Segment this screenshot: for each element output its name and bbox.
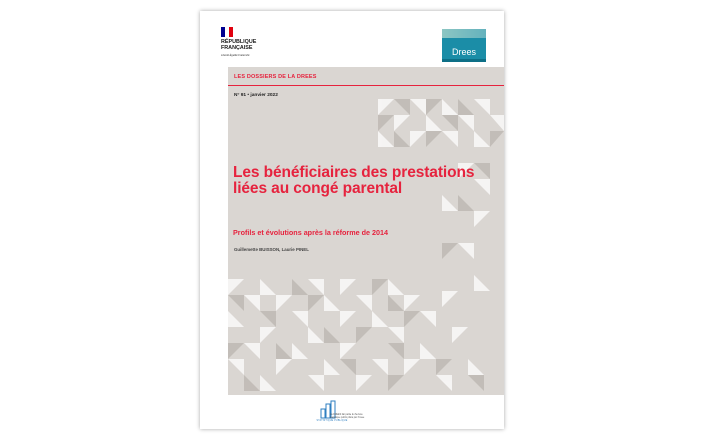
statistique-publique-logo — [318, 400, 398, 424]
issue-number-date: N° 91 • janvier 2022 — [234, 93, 278, 98]
report-authors: Guillemette BUISSON, Laurie PINEL — [234, 247, 309, 252]
republique-motto: Liberté Égalité Fraternité — [221, 54, 250, 57]
report-cover — [200, 11, 504, 429]
republique-francaise-name: RÉPUBLIQUE FRANÇAISE — [221, 39, 257, 51]
report-subtitle: Profils et évolutions après la réforme de 2014 — [233, 228, 388, 237]
drees-logo: Drees — [442, 29, 486, 62]
footer-caption: La DREES fait partie du Service statistique public piloté par l'Insee — [330, 414, 365, 419]
report-title: Les bénéficiaires des prestations liées au congé parental — [233, 164, 475, 197]
french-flag-icon — [221, 27, 233, 37]
statistique-publique-text: STATISTIQUE PUBLIQUE — [316, 420, 348, 422]
series-label: LES DOSSIERS DE LA DREES — [234, 74, 317, 80]
cover-panel — [228, 67, 504, 395]
red-divider — [228, 85, 504, 86]
republique-francaise-logo — [218, 27, 268, 67]
